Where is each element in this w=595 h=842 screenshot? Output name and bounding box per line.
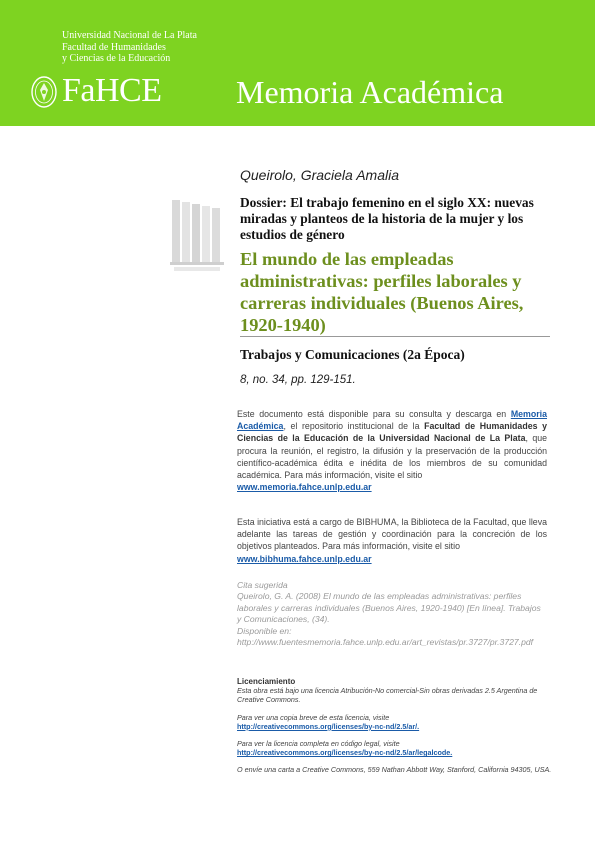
availability-notice [237, 408, 547, 493]
volume-info: 8, no. 34, pp. 129-151. [240, 374, 356, 386]
article-title: El mundo de las empleadas administrativas: perfiles laborales y carreras individuales (Buenos Aires, 1920-1940) [240, 249, 524, 335]
license-title: Licenciamiento [237, 677, 296, 686]
bibhuma-url-link[interactable]: www.bibhuma.fahce.unlp.edu.ar [237, 553, 372, 564]
license-text-3: Para ver la licencia completa en código legal, visite [237, 739, 400, 749]
university-line-1: Universidad Nacional de La Plata [62, 30, 197, 41]
citation-text: Queirolo, G. A. (2008) El mundo de las empleadas administrativas: perfiles laborales y carreras individuales (Buenos Aires, 1920-1940) [En línea]. Trabajos y Comunicaciones, (34). [237, 591, 541, 625]
memoria-url-link[interactable]: www.memoria.fahce.unlp.edu.ar [237, 482, 372, 493]
memoria-academica-link[interactable]: Memoria Académica [237, 409, 547, 432]
notice-text-mid: , el repositorio institucional de la [283, 421, 425, 432]
notice-text-start: Este documento está disponible para su consulta y descarga en [237, 409, 511, 419]
citation-available: Disponible en: [237, 625, 292, 636]
bibhuma-notice [237, 516, 547, 565]
notice-text-end: , que procura la reunión, el registro, la difusión y la preservación de la producción científico-académica édita e inédita de los miembros de su comunidad académica. Para más información, visite el sitio [237, 433, 547, 481]
journal-name: Trabajos y Comunicaciones (2a Época) [240, 347, 465, 362]
license-text-1: Esta obra está bajo una licencia Atribución-No comercial-Sin obras derivadas 2.5 Argentina de Creative Commons. [237, 686, 538, 705]
fahce-logo-text: FaHCE [62, 72, 162, 109]
title-divider [240, 336, 550, 337]
license-section [237, 677, 552, 775]
license-legal-link[interactable]: http://creativecommons.org/licenses/by-nc-nd/2.5/ar/legalcode. [237, 748, 453, 758]
university-line-2: Facultad de Humanidades [62, 41, 166, 53]
license-short-link[interactable]: http://creativecommons.org/licenses/by-nc-nd/2.5/ar/. [237, 721, 420, 731]
license-text-2: Para ver una copia breve de esta licencia, visite [237, 712, 390, 722]
citation-url[interactable]: http://www.fuentesmemoria.fahce.unlp.edu.ar/art_revistas/pr.3727/pr.3727.pdf [237, 637, 534, 648]
dossier-title: Dossier: El trabajo femenino en el siglo XX: nuevas miradas y planteos de la historia de la mujer y los estudios de género [240, 195, 534, 242]
citation-label: Cita sugerida [237, 580, 288, 590]
bibhuma-text: Esta iniciativa está a cargo de BIBHUMA, la Biblioteca de la Facultad, que lleva adelante las tareas de gestión y coordinación para la concreción de los objetivos planteados. Para más información, visite el sitio [237, 517, 547, 552]
faculty-name: Facultad de Humanidades y Ciencias de la Educación de la Universidad Nacional de La Plata [237, 421, 547, 444]
license-text-4: O envíe una carta a Creative Commons, 559 Nathan Abbott Way, Stanford, California 94305, USA. [237, 765, 552, 775]
suggested-citation [237, 580, 547, 648]
university-lines [62, 30, 197, 65]
header-band [0, 0, 595, 126]
books-icon [168, 198, 228, 274]
university-line-3: y Ciencias de la Educación [62, 53, 171, 64]
university-seal-icon [30, 75, 58, 109]
author-name: Queirolo, Graciela Amalia [240, 167, 399, 183]
repository-title: Memoria Académica [236, 74, 504, 110]
